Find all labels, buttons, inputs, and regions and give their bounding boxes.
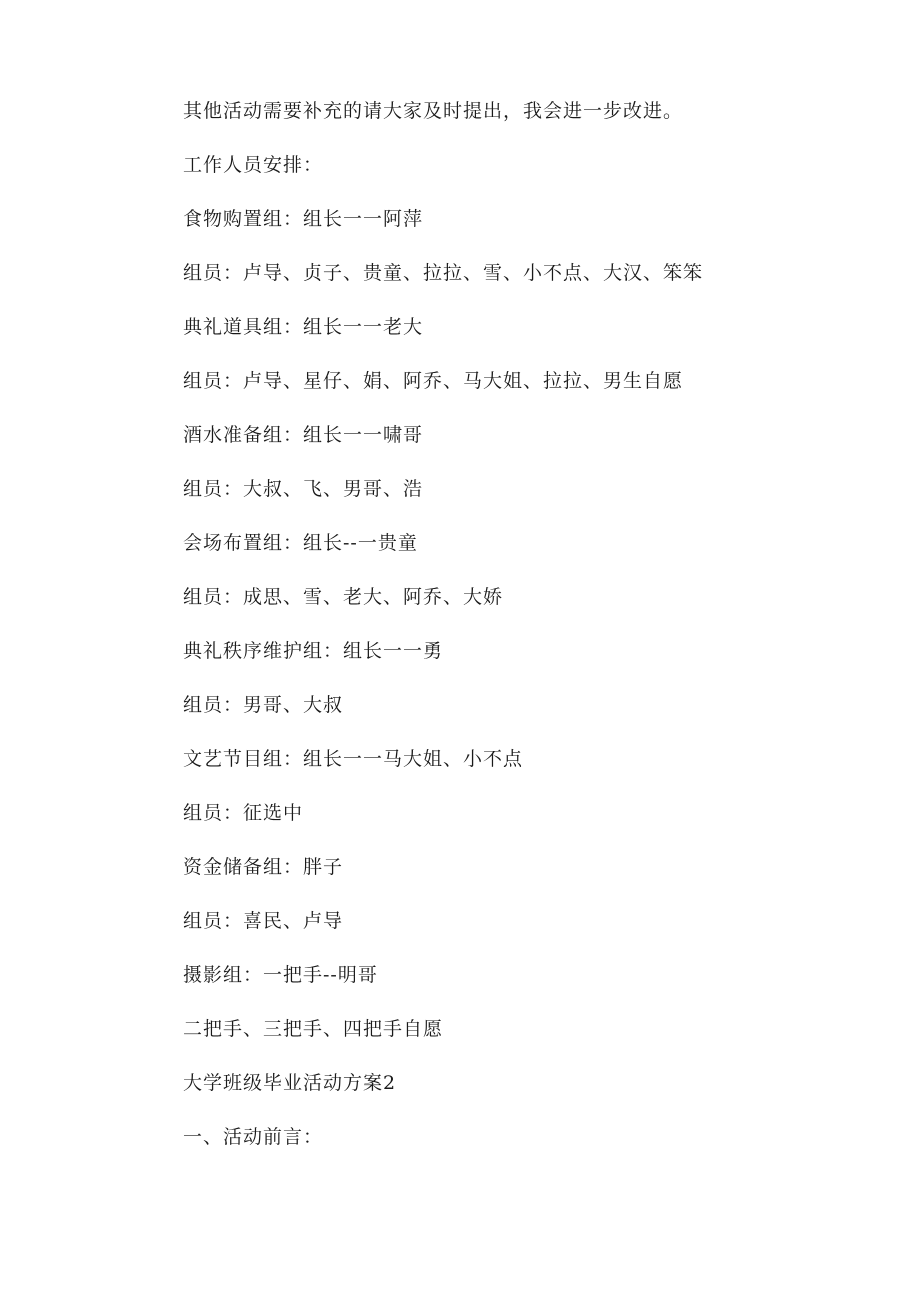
group-members-line: 组员：成思、雪、老大、阿乔、大娇 [183, 586, 504, 608]
group-leader-line: 文艺节目组：组长一一马大姐、小不点 [183, 748, 524, 770]
group-leader-line: 会场布置组：组长--一贵童 [183, 532, 418, 554]
section-heading-staff: 工作人员安排： [183, 154, 324, 176]
group-members-line: 组员：卢导、星仔、娟、阿乔、马大姐、拉拉、男生自愿 [183, 370, 684, 392]
section-title: 大学班级毕业活动方案2 [183, 1072, 397, 1094]
group-members-line: 组员：喜民、卢导 [183, 910, 344, 932]
group-members-line: 二把手、三把手、四把手自愿 [183, 1018, 444, 1040]
group-leader-line: 典礼秩序维护组：组长一一勇 [183, 640, 444, 662]
group-leader-line: 摄影组：一把手--明哥 [183, 964, 378, 986]
group-members-line: 组员：征选中 [183, 802, 304, 824]
document-body [183, 97, 863, 1177]
group-leader-line: 典礼道具组：组长一一老大 [183, 316, 424, 338]
group-members-line: 组员：大叔、飞、男哥、浩 [183, 478, 424, 500]
group-members-line: 组员：卢导、贞子、贵童、拉拉、雪、小不点、大汉、笨笨 [183, 262, 704, 284]
text-line: 其他活动需要补充的请大家及时提出，我会进一步改进。 [183, 100, 684, 122]
group-leader-line: 食物购置组：组长一一阿萍 [183, 208, 424, 230]
group-leader-line: 资金储备组：胖子 [183, 856, 344, 878]
group-members-line: 组员：男哥、大叔 [183, 694, 344, 716]
group-leader-line: 酒水准备组：组长一一啸哥 [183, 424, 424, 446]
section-heading: 一、活动前言： [183, 1126, 324, 1148]
